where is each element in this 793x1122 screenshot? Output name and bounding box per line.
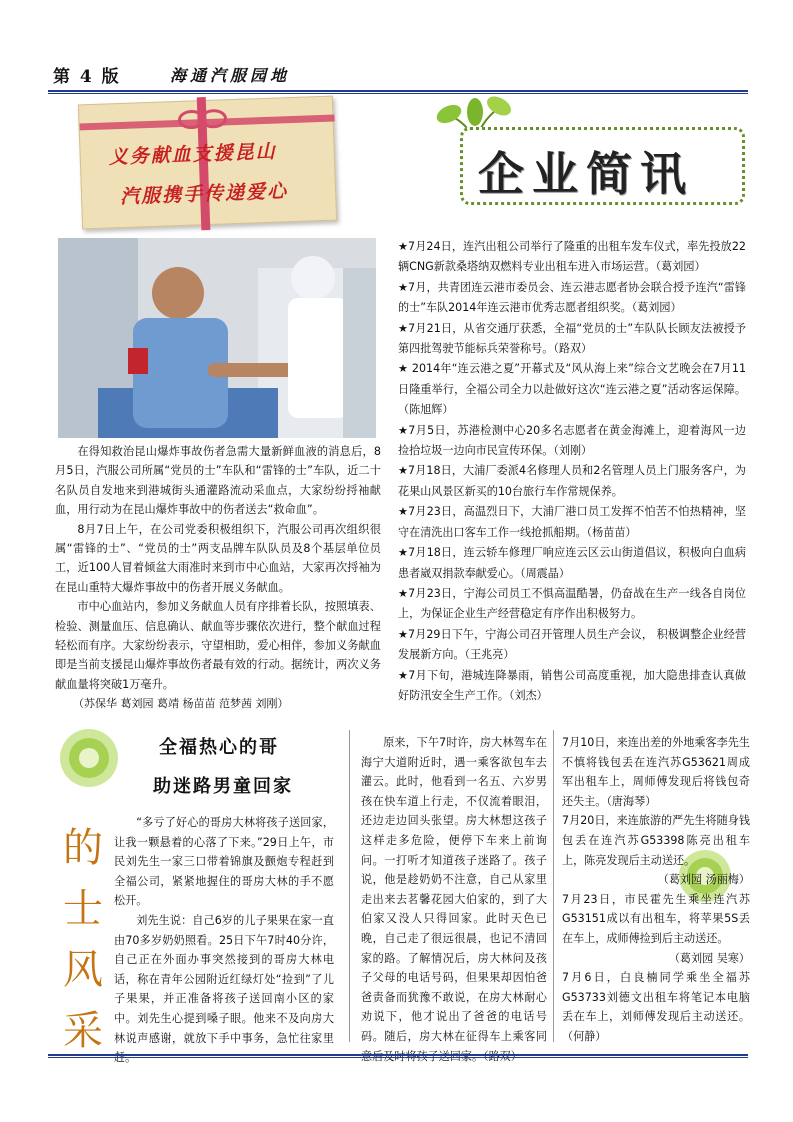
news-section-title: 企业简讯 (478, 147, 694, 201)
feature-paragraph: “多亏了好心的哥房大林将孩子送回家，让我一颗悬着的心落了下来。”29日上午，市民刘先生一家三口带着锦旗及颤炮专程赶到全福公司，紧紧地握住的哥房大林的手不愿松开。 (114, 816, 334, 908)
lost-item-credit: （葛刘园 吴寒） (668, 951, 750, 965)
feature-headline-line-2: 助迷路男童回家 (153, 776, 293, 797)
news-item: ★ 2014年“连云港之夏”开幕式及“风从海上来”综合文艺晚会在7月11日隆重举行，全福公司全力以赴做好这次“连云港之夏”活动客运保障。（陈旭辉） (398, 362, 746, 417)
news-item: ★7月29日下午，宁海公司召开管理人员生产会议， 积极调整企业经营发展新方向。（王兆亮） (398, 627, 746, 662)
news-item: ★7月5日，苏港检测中心20多名志愿者在黄金海滩上，迎着海风一边捡拾垃圾一边向市民宣传环保。（刘刚） (398, 423, 746, 458)
blood-donation-banner (78, 96, 337, 230)
news-item: ★7月24日，连汽出租公司举行了隆重的出租车发车仪式，率先投放22辆CNG新款桑塔纳双燃料专业出租车进入市场运营。（葛刘园） (398, 240, 746, 274)
vertical-title-char: 的 (63, 825, 103, 871)
news-item: ★7月下旬，港城连降暴雨，销售公司高度重视，加大隐患排查认真做好防汛安全生产工作。（刘杰） (398, 668, 746, 702)
news-item: ★7月23日，宁海公司员工不惧高温酷暑，仍奋战在生产一线各自岗位上，为保证企业生产经营稳定有序作出积极努力。 (398, 586, 746, 621)
ribbon-bow-icon (177, 106, 228, 136)
photo-illustration (58, 238, 376, 438)
vertical-title-char: 士 (63, 886, 103, 932)
banner-line-2: 汽服携手传递爱心 (119, 180, 289, 209)
header-rule (48, 90, 748, 94)
blood-donation-photo (58, 238, 376, 438)
news-list (398, 237, 746, 706)
green-sunburst-icon (58, 727, 120, 789)
news-item: ★7月18日，连云轿车修理厂响应连云区云山街道倡议，积极向白血病患者崴双捐款奉献爱心。（周震晶） (398, 546, 746, 580)
feature-column-2 (361, 733, 547, 1066)
news-item: ★7月23日，高温烈日下，大浦厂港口员工发挥不怕苦不怕热精神，坚守在清洗出口客车工作一线抢抓船期。（杨苗苗） (398, 505, 746, 539)
page-number: 第 4 版 (53, 67, 121, 87)
lost-item-note: 7月20日，来连旅游的严先生将随身钱包丢在连汽苏G53398陈亮出租车上，陈亮发现后主动送还。 (562, 814, 750, 867)
news-item: ★7月21日，从省交通厅获悉，全福“党员的士”车队队长顾友法被授予第四批驾驶节能标兵荣誉称号。（路双） (398, 321, 746, 356)
lost-item-note: 7月10日，来连出差的外地乘客李先生不慎将钱包丢在连汽苏G53621周成军出租车上，周师傅发现后将钱包奇还失主。（唐海琴） (562, 736, 750, 808)
column-divider (349, 730, 350, 1042)
feature-vertical-title (58, 818, 108, 1062)
lost-item-credit: （葛刘园 汤丽梅） (657, 873, 750, 887)
blood-donation-article (55, 442, 381, 714)
footer-rule (48, 1054, 748, 1058)
article-paragraph: 市中心血站内，参加义务献血人员有序排着长队，按照填表、检验、测量血压、信息确认、献血等步骤依次进行，整个献血过程轻松而有序。大家纷纷表示，守望相助，爱心相伴，参加义务献血即是当前支援昆山爆炸事故伤者最有效的行动。据统计，两次义务献血量将突破1万毫升。 (55, 600, 381, 691)
news-item: ★7月18日，大浦厂委派4名修理人员和2名管理人员上门服务客户，为花果山风景区新买的10台旅行车作常规保养。 (398, 464, 746, 498)
article-paragraph: 在得知救治昆山爆炸事故伤者急需大量新鲜血液的消息后，8月5日，汽服公司所属“党员的士”车队和“雷锋的士”车队，近二十名队员自发地来到港城街头通灌路流动采血点，大家纷纷捋袖献血，用行动为在昆山爆炸事故中的伤者送去“救命血”。 (55, 445, 381, 517)
feature-column-1 (114, 813, 334, 1068)
feature-headline-line-1: 全福热心的哥 (159, 737, 279, 758)
vertical-title-char: 风 (63, 947, 103, 993)
lost-item-note: 7月6日，白良楠同学乘坐全福苏G53733刘德文出租车将笔记本电脑丢在车上，刘师傅发现后主动送还。（何静） (562, 971, 750, 1043)
banner-line-1: 义务献血支援昆山 (108, 140, 278, 169)
vertical-title-char: 采 (63, 1008, 103, 1054)
article-paragraph: 8月7日上午，在公司党委积极组织下，汽服公司再次组织很属“雷锋的士”、“党员的士”两支品牌车队队员及8个基层单位员工，近100人冒着倾盆大雨准时来到市中心血站，大家再次捋袖为在昆山重特大爆炸事故中的伤者开展义务献血。 (55, 522, 381, 594)
column-divider (553, 730, 554, 1042)
lost-item-note: 7月23日，市民霍先生乘坐连汽苏G53151成以有出租车，将苹果5S丢在车上，成师傅捡到后主动送还。 (562, 892, 750, 945)
article-authors: （苏保华 葛刘园 葛靖 杨苗苗 范梦茜 刘刚） (73, 697, 289, 711)
news-item: ★7月，共青团连云港市委员会、连云港志愿者协会联合授予连汽“雷锋的士”车队2014年连云港市优秀志愿者组织奖。（葛刘园） (398, 280, 746, 315)
newspaper-name: 海通汽服园地 (170, 66, 291, 85)
feature-paragraph: 刘先生说：自己6岁的儿子果果在家一直由70多岁奶奶照看。25日下午7时40分许，自己正在外面办事突然接到的哥房大林电话，称在青年公园附近红绿灯处“捡到”了儿子果果，并正准备将孩子送回南小区的家中。刘先生心提到嗓子眼。他来不及向房大林说声感谢，就放下手中事务，急忙往家里赶。 (114, 913, 334, 1065)
feature-column-3 (562, 733, 750, 1047)
feature-paragraph: 原来，下午7时许，房大林驾车在海宁大道附近时，遇一乘客欲包车去灌云。此时，他看到一名五、六岁男孩在快车道上行走，不仅流着眼泪，还边走边回头张望。房大林想这孩子这样走多危险，便停下车来上前询问。一打听才知道孩子迷路了。孩子说，他是趁奶奶不注意，自己从家里走出来去茗馨花园大伯家的，到了大伯家又没人只得回家。此时天色已晚，自己走了很远很晨，也记不清回家的路。了解情况后，房大林问及孩子父母的电话号码，但果果却因怕爸爸责备而犹豫不敢说，在房大林耐心劝说下，他才说出了爸爸的电话号码。随后，房大林在征得车上乘客同意后及时将孩子送回家。（路双） (361, 736, 547, 1063)
